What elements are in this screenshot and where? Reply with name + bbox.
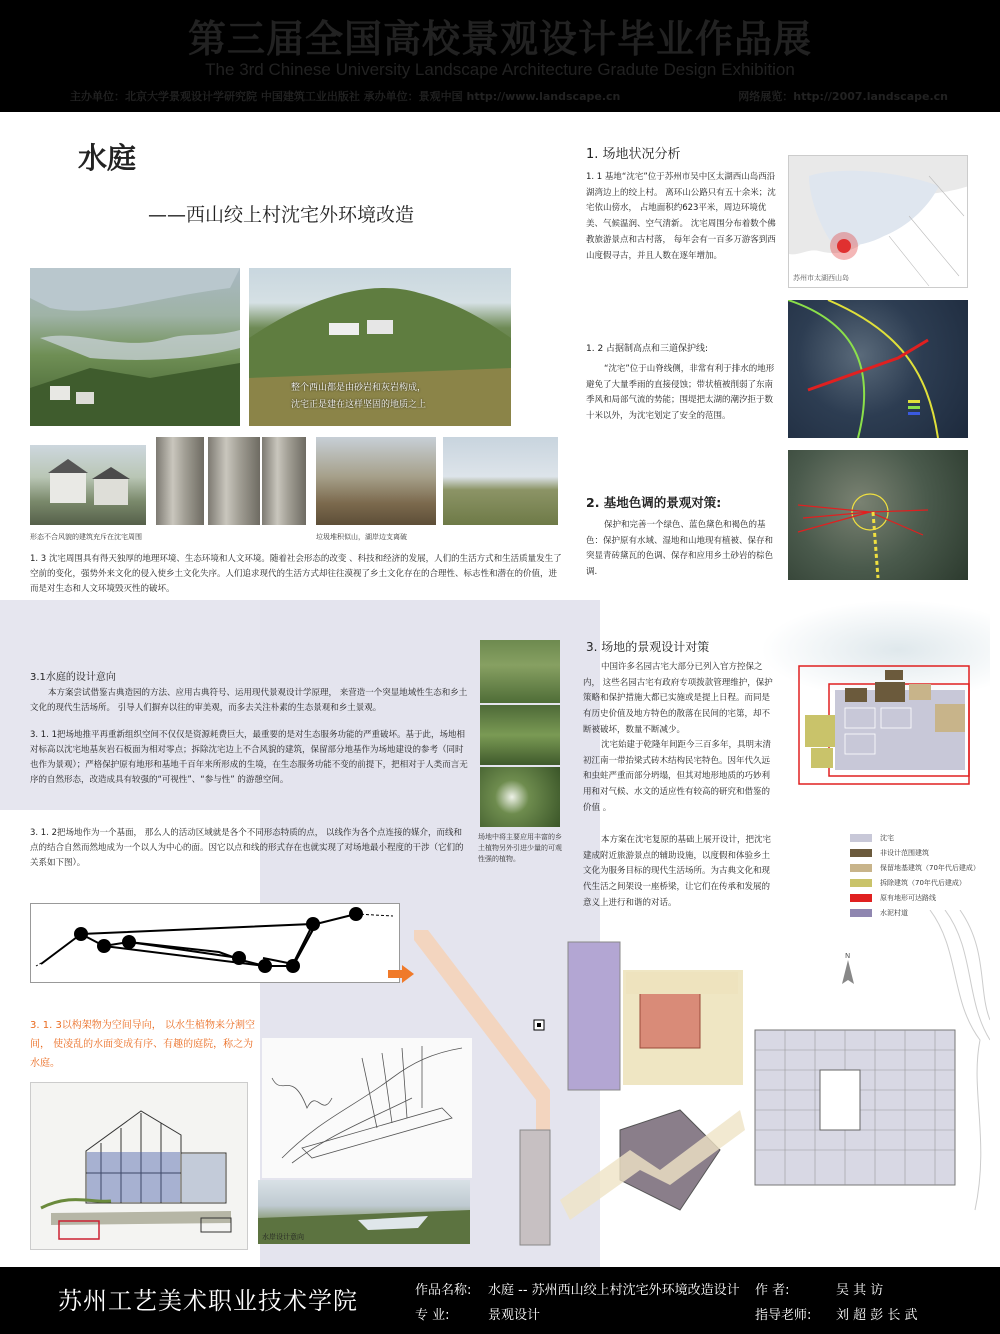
section-1-2-text: “沈宅”位于山脊线侧，非常有利于排水的地形避免了大量季雨的直接侵蚀；带状植被削弱了东南季风和局部气流的势能；围堤把太湖的潮汐拒于数十米以外，为沈宅划定了安全的范围。 [586, 364, 775, 422]
online-exhibition: 网络展览：http://2007.landscape.cn [738, 90, 948, 103]
overlay-text-2: 沈宅正是建在这样坚固的地质之上 [291, 400, 427, 411]
sketch-drawing [31, 1083, 248, 1250]
legend-swatch-1 [850, 834, 872, 842]
photo-lakeshore [443, 437, 558, 525]
exhibition-title-en: The 3rd Chinese University Landscape Architecture Gradute Design Exhibition [205, 60, 795, 79]
legend-swatch-3 [850, 864, 872, 872]
exhibition-title: 第三届全国高校景观设计毕业作品展 [187, 17, 812, 61]
legend-swatch-5 [850, 894, 872, 902]
section-3-1-heading: 3.1水庭的设计意向 [30, 672, 116, 683]
legend-swatch-4 [850, 879, 872, 887]
satellite-site-detail [788, 450, 968, 580]
caption-houses: 形态不合风貌的建筑充斥在沈宅周围 [30, 533, 142, 541]
section-3-1-3-text: 以构架物为空间导向， 以水生植物来分割空间， 使凌乱的水面变成有序、有趣的庭院，称之为水庭。 [30, 1020, 255, 1069]
svg-text:N: N [845, 952, 851, 960]
lake-map [789, 156, 968, 288]
legend-label-4: 拆除建筑（70年代后建成） [880, 879, 966, 887]
section-3-text-3: 本方案在沈宅复原的基础上展开设计，把沈宅建成附近旅游景点的辅助设施，以度假和体验乡土文化为服务目标的现代生活场所。为古典文化和现代生活之间架设一座桥梁，让它们在传承和发展的意义上进行和谐的对话。 [583, 835, 772, 908]
legend-label-6: 水泥村道 [880, 909, 908, 917]
legend-swatch-2 [850, 849, 872, 857]
photo-alley-3 [262, 437, 306, 525]
photo-plant-grass [480, 705, 560, 765]
section-2-text: 保护和完善一个绿色、蓝色黛色和褐色的基色：保护原有水域、湿地和山地现有植被、保存和突显青砖黛瓦的色调、保存和应用乡土砂岩的棕色调. [586, 520, 774, 578]
map-label: 苏州市太湖西山岛 [793, 274, 849, 282]
site-detail-lines [788, 450, 968, 580]
section-3-1-1: 3. 1. 1把场地推平再重新组织空间不仅仅是资源耗费巨大，最重要的是对生态服务功能的严重破坏。基于此，场地相对标高以沈宅地基灰岩石板面为相对零点；拆除沈宅边上不合风貌的建筑，保留部分地基作为场地建设的参考（同时也作为景观）；严格保护原有地形和基地千百年来所形成的生境，在生态服务功能不变的前提下，把相对于人类而言无序的自然形态，改造成具有较强的“可视性”、“参与性” 的游憩空间。 [30, 730, 468, 785]
photo-plant-flowers [480, 767, 560, 827]
legend-label-3: 保留地基建筑（70年代后建成） [880, 864, 980, 872]
protection-lines [788, 300, 968, 438]
section-1-3-text: 1. 3 沈宅周围具有得天独厚的地理环境、生态环境和人文环境。随着社会形态的改变 、科技和经济的发展，人们的生活方式和生活质量发生了空前的变化，强势外来文化的侵入使乡土文化失序。人们追求现代的生活方式却往往漠视了乡土文化存在的合理性、标志性和潜在的价值，进而是对生态和人文环境毁灭性的破坏。 [30, 554, 562, 594]
work-value: 水庭 -- 苏州西山绞上村沈宅外环境改造设计 [488, 1283, 740, 1298]
section-3-1-3 [30, 1016, 260, 1073]
work-label: 作品名称: [415, 1283, 472, 1298]
photo-lakeside-aerial [30, 268, 240, 426]
school-name: 苏州工艺美术职业技术学院 [58, 1287, 358, 1315]
section-3-heading: 3. 场地的景观设计对策 [586, 640, 710, 654]
advisor-label: 指导老师: [755, 1308, 812, 1323]
project-subtitle: ——西山绞上村沈宅外环境改造 [148, 204, 415, 226]
sketch-building [30, 1082, 248, 1250]
zoning-plan [785, 660, 975, 790]
section-3-text-2: 沈宅始建于乾隆年间距今三百多年，具明末清初江南一带抬梁式砖木结构民宅特色。因年代久远和虫蛀严重而部分坍塌，但其对地形地质的巧妙利用和对气候、水文的适应性有较高的研究和借鉴的价值 。 [583, 740, 772, 813]
lakeside-illustration [30, 268, 240, 426]
location-map [788, 155, 968, 288]
plants-caption: 场地中将主要应用丰富的乡土植物另外引进少量的可观性强的植物。 [478, 833, 562, 864]
section-3-1-3-num: 3. 1. 3 [30, 1020, 62, 1031]
overlay-text-1: 整个西山都是由砂岩和灰岩构成， [291, 383, 427, 393]
section-3-1-2: 3. 1. 2把场地作为一个基面， 那么人的活动区域就是各个不同形态特质的点， 以线作为各个点连接的媒介，而线和点的结合自然而然地成为一个以人为中心的面。因它以点和线的形式存在也就实现了对场地最小程度的干涉（它们的关系如下图）。 [30, 828, 464, 868]
project-title: 水庭 [78, 141, 137, 175]
photo-village-houses [30, 445, 146, 525]
section-3-1-intro: 本方案尝试借鉴古典造园的方法、应用古典符号、运用现代景观设计学原理， 来营造一个突显地域性生态和乡土文化的现代生活场所。 引导人们摒弃以往的审美观，而多去关注朴素的生态景观和乡土景观。 [30, 688, 468, 713]
major-label: 专 业: [415, 1308, 450, 1323]
master-plan-drawing [400, 910, 990, 1260]
author-value: 吴 其 访 [836, 1283, 884, 1298]
satellite-protection-lines [788, 300, 968, 438]
advisor-value: 刘 超 彭 长 武 [836, 1308, 918, 1323]
legend-label-2: 非设计范围建筑 [880, 849, 929, 857]
orange-arrow-icon [388, 965, 414, 987]
section-1-heading: 1. 场地状况分析 [586, 147, 681, 162]
photo-ruins [316, 437, 436, 525]
section-1-1-text: 1. 1 基地“沈宅”位于苏州市吴中区太湖西山岛西沿湖湾边上的绞上村。 离环山公路只有五十余米；沈宅依山傍水， 占地面积约623平米，周边环境优美、气候温润、空气清新。 沈宅周围分布着数个佛教旅游景点和古村落， 每年会有一百多万游客到西山度假寻古，并且人数在逐年增加。 [586, 172, 776, 261]
section-3-text-1: 中国许多名园古宅大部分已列入官方控保之内， 这些名园古宅有政府专项拨款管理维护，保护策略和保护措施大都已实施或是提上日程。而同是有历史价值及地方特色的散落在民间的宅第，却不断被破坏，数量不断减少。 [583, 662, 773, 735]
site-plan-zoning [785, 660, 975, 790]
caption-garbage: 垃圾堆积似山，湖岸边支离破 [316, 533, 407, 541]
photo-alley-2 [208, 437, 260, 525]
legend-label-5: 原有地形可达路线 [880, 894, 936, 902]
photo-plant-reeds [480, 640, 560, 703]
photo-alley-1 [156, 437, 204, 525]
waterfront-caption: 水岸设计意向 [262, 1233, 304, 1241]
diagram-network [31, 904, 401, 984]
master-plan [400, 910, 990, 1260]
legend-label-1: 沈宅 [880, 834, 894, 842]
organizers: 主办单位：北京大学景观设计学研究院 中国建筑工业出版社 承办单位：景观中国 http://www.landscape.cn [70, 90, 621, 103]
point-line-diagram [30, 903, 400, 983]
major-value: 景观设计 [488, 1308, 541, 1323]
section-2-heading: 2. 基地色调的景观对策: [586, 495, 722, 510]
photo-hill-landscape [249, 268, 511, 426]
author-label: 作 者: [755, 1283, 790, 1298]
section-1-2-heading: 1. 2 占据制高点和三道保护线: [586, 344, 709, 354]
